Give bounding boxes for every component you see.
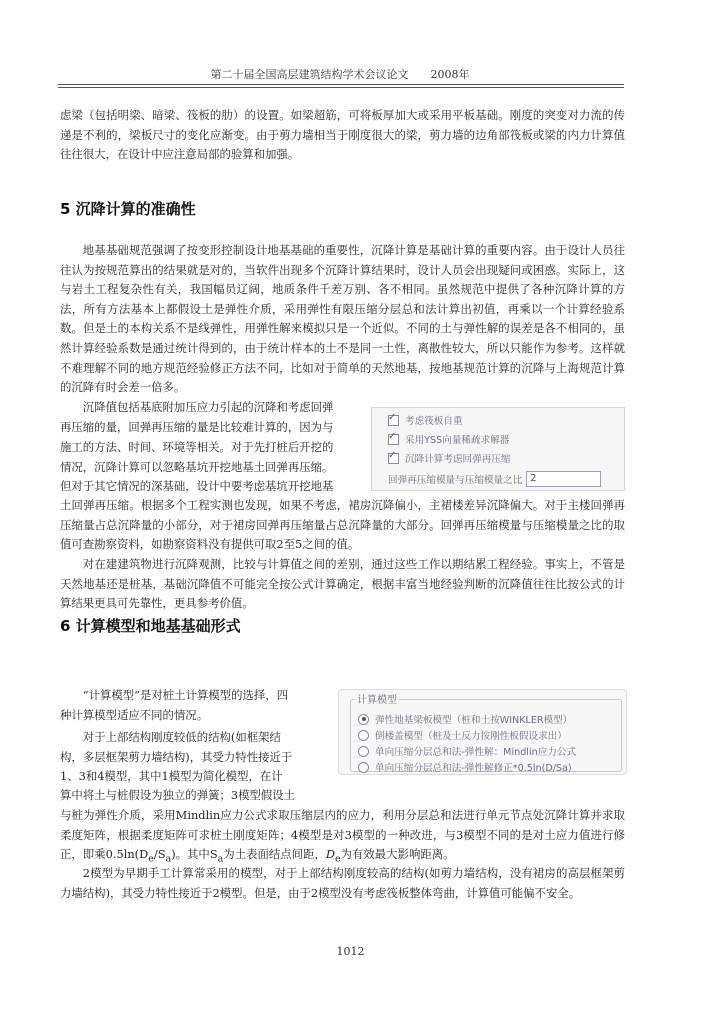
formula-end: )。其中S bbox=[171, 847, 218, 862]
model-option-label: 弹性地基梁板模型（桩和土按WINKLER模型） bbox=[375, 715, 573, 726]
radio-icon[interactable] bbox=[358, 746, 369, 757]
running-header: 第二十届全国高层建筑结构学术会议论文 2008年 bbox=[210, 68, 470, 81]
model-option-mindlin-corrected[interactable] bbox=[358, 760, 572, 774]
section-5-p2-line-5: 但对于其它情况的深基础，设计中要考虑基坑开挖地基 bbox=[60, 479, 334, 493]
section-6-p2-line-2: 构，多层框架剪力墙结构)，其受力特性接近于 bbox=[60, 750, 293, 764]
formula-sub-e: e bbox=[148, 853, 154, 865]
formula-sub-a: a bbox=[165, 853, 172, 865]
section-6-p2-line-4: 算中将土与桩假设为独立的弹簧；3模型假设土 bbox=[60, 788, 296, 802]
section-5-p2-line-1: 沉降值包括基底附加压应力引起的沉降和考虑回弹 bbox=[82, 400, 334, 414]
section-5-p2-line-2: 再压缩的量，回弹再压缩的量是比较难计算的，因为与 bbox=[60, 420, 334, 434]
model-option-label: 单向压缩分层总和法-弹性解：Mindlin应力公式 bbox=[375, 747, 577, 758]
section-6-p1-line-2: 种计算模型适应不同的情况。 bbox=[60, 708, 209, 722]
modulus-ratio-label: 回弹再压缩模量与压缩模量之比 bbox=[388, 475, 523, 486]
self-weight-checkbox-row[interactable] bbox=[388, 413, 463, 427]
self-weight-label: 考虑筏板自重 bbox=[405, 416, 463, 427]
section-5-title: 5 沉降计算的准确性 bbox=[60, 200, 196, 218]
formula-mid: /S bbox=[153, 847, 166, 862]
section-6-p1-line-1: “计算模型”是对桩土计算模型的选择，四 bbox=[82, 688, 289, 702]
section-5-paragraph-3: 对在建建筑物进行沉降观测，比较与计算值之间的差别，通过这些工作以期结累工程经验。事实上，不管是天然地基还是桩基，基础沉降值不可能完全按公式计算确定，根据丰富当地经验判断的沉降值往往比按公式的计算结果更具可先靠性，更具参考价值。 bbox=[60, 557, 625, 611]
foundation-settings-panel bbox=[371, 407, 625, 491]
checkmark-icon: ✓ bbox=[388, 411, 397, 423]
radio-icon[interactable] bbox=[358, 730, 369, 741]
computation-model-panel bbox=[338, 689, 627, 775]
rebound-checkbox[interactable] bbox=[388, 449, 399, 464]
section-5-p2-line-3: 施工的方法、时间、环境等相关。对于先打桩后开挖的 bbox=[60, 440, 334, 454]
section-6-p2-line-1: 对于上部结构刚度较低的结构(如框架结 bbox=[82, 730, 281, 744]
header-rule bbox=[58, 84, 624, 88]
formula-start: 0.5ln(D bbox=[105, 847, 149, 862]
s-sub: a bbox=[217, 853, 224, 865]
section-6-p2-line-5: 与桩为弹性介质，采用Mindlin应力公式求取压缩层内的应力，利用分层总和法进行单元节点处沉降计算并求取柔度矩阵，根据柔度矩阵可求桩土刚度矩阵；4模型是对3模型的一种改进，与3模型不同的是对土应力值进行修正，即乘 bbox=[60, 808, 625, 862]
model-option-inverted-floor[interactable] bbox=[358, 728, 567, 742]
radio-icon[interactable] bbox=[358, 762, 369, 773]
rebound-label: 沉降计算考虑回弹再压缩 bbox=[405, 454, 511, 465]
intro-paragraph: 虑梁（包括明梁、暗梁、筏板的肋）的设置。如梁超筋，可将板厚加大或采用平板基础。刚度的突变对力流的传递是不利的，梁板尺寸的变化应渐变。由于剪力墙相当于刚度很大的梁，剪力墙的边角部筏板或梁的内力计算值往往很大，在设计中应注意局部的验算和加强。 bbox=[60, 108, 625, 162]
page-number: 1012 bbox=[336, 945, 365, 958]
rebound-checkbox-row[interactable] bbox=[388, 451, 511, 465]
yss-solver-checkbox-row[interactable] bbox=[388, 432, 509, 446]
self-weight-checkbox[interactable] bbox=[388, 411, 399, 426]
section-6-title: 6 计算模型和地基基础形式 bbox=[60, 617, 241, 635]
checkmark-icon: ✓ bbox=[388, 449, 397, 461]
d-symbol: D bbox=[325, 847, 335, 862]
model-group-legend: 计算模型 bbox=[355, 691, 399, 706]
modulus-ratio-input[interactable]: 2 bbox=[526, 471, 601, 487]
tail-text-1: 为土表面结点间距， bbox=[223, 847, 326, 862]
section-6-p2-continuation bbox=[60, 806, 625, 869]
section-6-p2-line-3: 1、3和4模型，其中1模型为简化模型，在计 bbox=[60, 769, 283, 783]
section-5-paragraph-1: 地基基础规范强调了按变形控制设计地基基础的重要性，沉降计算是基础计算的重要内容。由于设计人员往往认为按规范算出的结果就是对的，当软件出现多个沉降计算结果时，设计人员会出现疑问或困惑。实际上，这与岩土工程复杂性有关，我国幅员辽阔，地质条件千差万别、各不相同。虽然规范中提供了各种沉降计算的方法，所有方法基本上都假设土是弹性介质，采用弹性有限压缩分层总和法计算出初值，再乘以一个计算经验系数。但是土的本构关系不是线弹性，用弹性解来模拟只是一个近似。不同的土与弹性解的误差是各不相同的，虽然计算经验系数是通过统计得到的，由于统计样本的土不是同一土性，离散性较大，所以只能作为参考。这样就不难理解不同的地方规范经验修正方法不同，比如对于简单的天然地基，按地基规范计算的沉降与上海规范计算的沉降有时会差一倍多。 bbox=[60, 243, 625, 395]
d-sub: e bbox=[334, 853, 341, 865]
section-5-p2-line-4: 情况，沉降计算可以忽略基坑开挖地基土回弹再压缩。 bbox=[60, 460, 334, 474]
model-option-label: 单向压缩分层总和法-弹性解修正*0.5ln(D/Sa) bbox=[375, 763, 572, 774]
checkmark-icon: ✓ bbox=[388, 430, 397, 442]
section-5-p2-rest: 土回弹再压缩。根据多个工程实测也发现，如果不考虑，裙房沉降偏小，主裙楼差异沉降偏大。对于主楼回弹再压缩量占总沉降量的小部分，对于裙房回弹再压缩量占总沉降量的大部分。回弹再压缩模量与压缩模量之比的取值可查勘察资料，如勘察资料没有提供可取2至5之间的值。 bbox=[60, 498, 625, 552]
yss-solver-label: 采用YSS向量稀疏求解器 bbox=[405, 435, 510, 446]
section-6-paragraph-3: 2模型为早期手工计算常采用的模型，对于上部结构刚度较高的结构(如剪力墙结构，没有裙房的高层框架剪力墙结构)，其受力特性接近于2模型。但是，由于2模型没有考虑筏板整体弯曲，计算值可能偏不安全。 bbox=[60, 866, 625, 900]
yss-solver-checkbox[interactable] bbox=[388, 430, 399, 445]
tail-text-2: 为有效最大影响距离。 bbox=[340, 847, 455, 862]
model-option-mindlin[interactable] bbox=[358, 744, 576, 758]
modulus-ratio-row bbox=[388, 471, 601, 487]
model-option-label: 倒楼盖模型（桩及土反力按刚性板假设求出） bbox=[375, 731, 567, 742]
radio-selected-icon[interactable] bbox=[358, 714, 369, 725]
model-option-winkler[interactable] bbox=[358, 712, 572, 726]
